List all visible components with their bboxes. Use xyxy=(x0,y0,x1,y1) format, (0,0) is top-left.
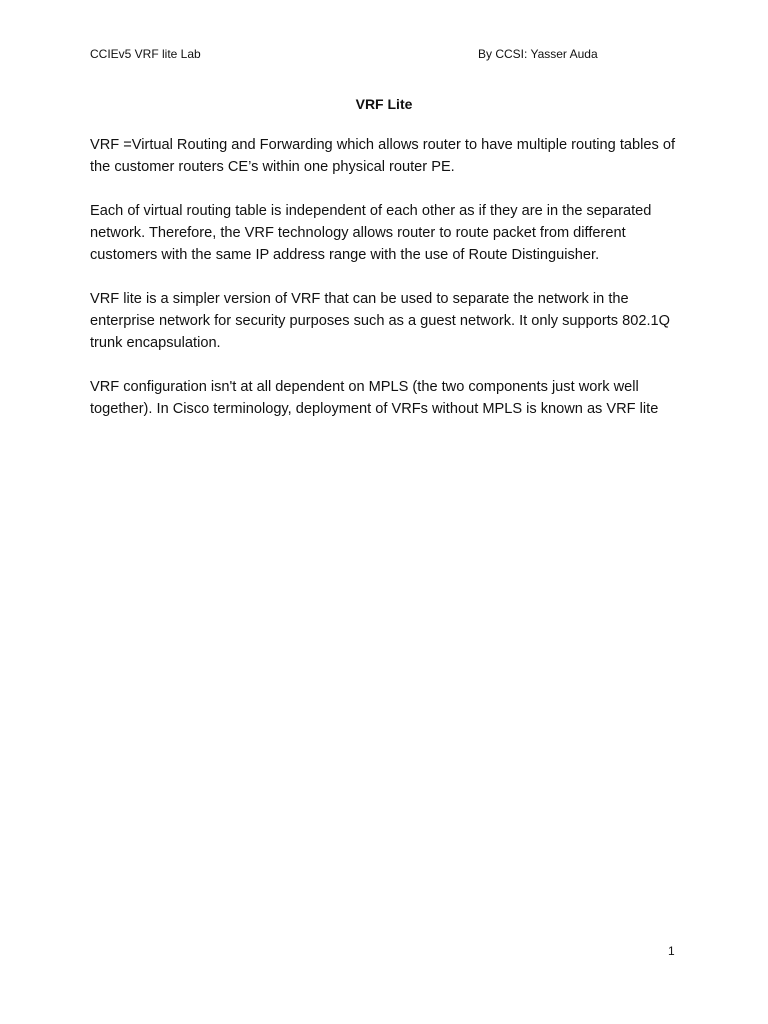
paragraph-vrf-definition: VRF =Virtual Routing and Forwarding which allows router to have multiple routing tables of the customer routers CE’s within one physical router PE. xyxy=(90,137,675,175)
header-author: By CCSI: Yasser Auda xyxy=(478,47,598,61)
paragraph-vrf-lite: VRF lite is a simpler version of VRF that can be used to separate the network in the enterprise network for security purposes such as a guest network. It only supports 802.1Q trunk encapsulation. xyxy=(90,291,670,351)
document-body xyxy=(90,134,680,442)
page-number: 1 xyxy=(668,944,675,958)
header-document-name: CCIEv5 VRF lite Lab xyxy=(90,47,201,61)
document-title: VRF Lite xyxy=(355,96,413,112)
paragraph-virtual-routing-table: Each of virtual routing table is independent of each other as if they are in the separated network. Therefore, the VRF technology allows router to route packet from different customers with the same IP address range with the use of Route Distinguisher. xyxy=(90,203,652,263)
paragraph-vrf-mpls: VRF configuration isn't at all dependent on MPLS (the two components just work well together). In Cisco terminology, deployment of VRFs without MPLS is known as VRF lite xyxy=(90,379,659,417)
